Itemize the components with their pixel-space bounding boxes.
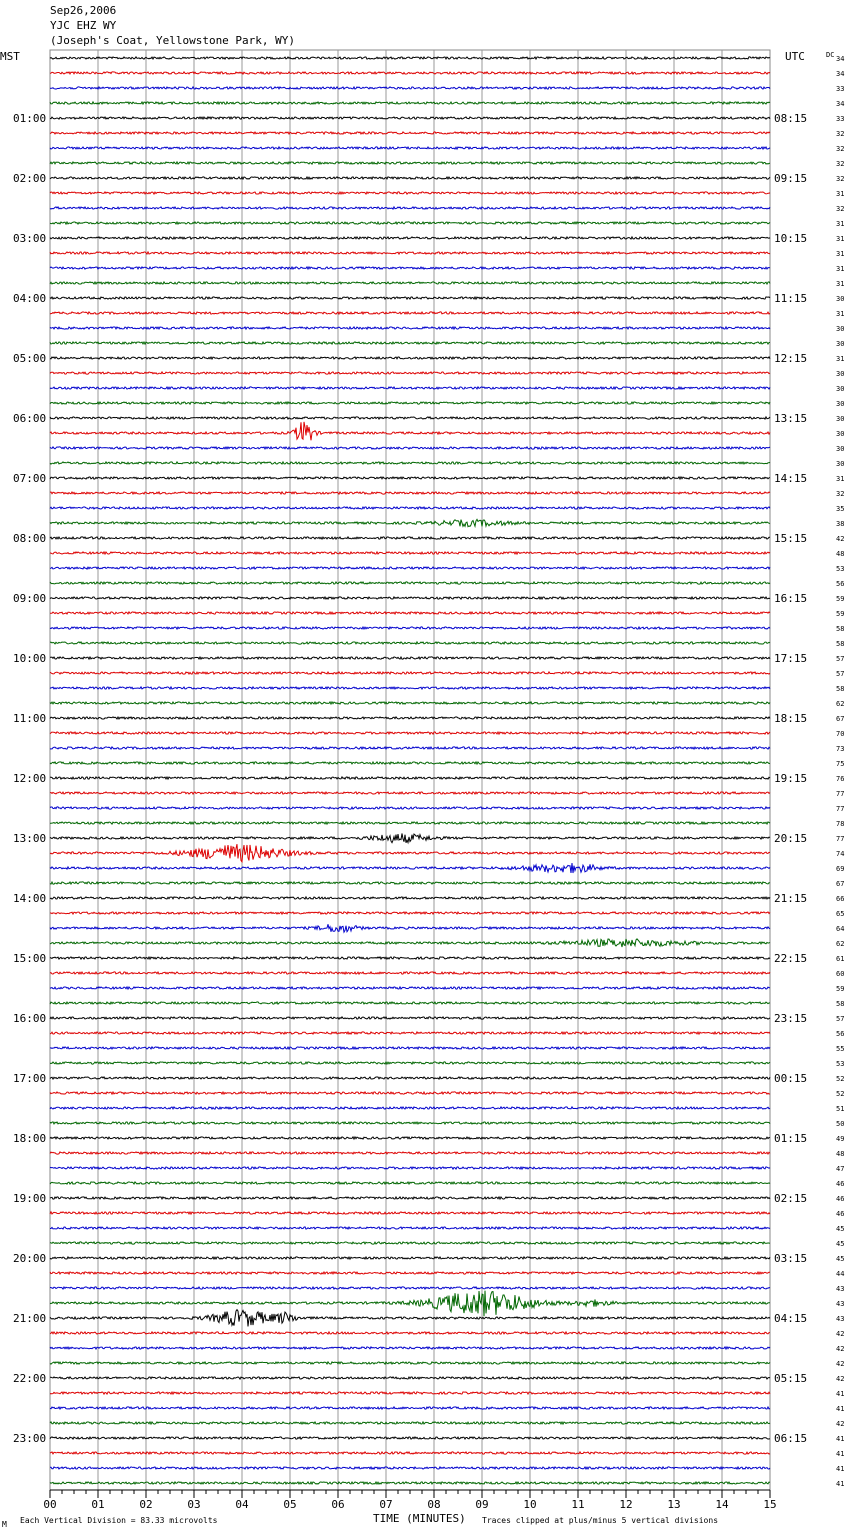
seismic-trace <box>50 1137 770 1139</box>
seismic-trace <box>50 312 770 314</box>
seismic-trace <box>50 897 770 899</box>
dc-offset-label: 31 <box>836 310 845 318</box>
right-hour-label: 22:15 <box>774 952 808 965</box>
dc-offset-label: 43 <box>836 1315 845 1323</box>
seismic-trace <box>50 402 770 404</box>
x-tick-label: 00 <box>43 1498 57 1511</box>
seismic-trace <box>50 1227 770 1229</box>
dc-offset-label: 69 <box>836 865 845 873</box>
seismic-trace <box>50 1287 770 1289</box>
seismic-trace <box>50 612 770 614</box>
x-tick-label: 05 <box>283 1498 297 1511</box>
left-hour-label: 18:00 <box>13 1132 47 1145</box>
seismic-trace <box>50 717 770 719</box>
seismic-trace <box>50 519 770 526</box>
seismic-trace <box>50 582 770 584</box>
right-hour-label: 01:15 <box>774 1132 808 1145</box>
x-tick-label: 15 <box>763 1498 777 1511</box>
dc-offset-label: 59 <box>836 610 845 618</box>
seismic-trace <box>50 1291 770 1317</box>
right-timezone-label: UTC <box>785 50 805 63</box>
seismic-trace <box>50 657 770 659</box>
x-tick-label: 13 <box>667 1498 681 1511</box>
dc-offset-label: 32 <box>836 130 845 138</box>
left-hour-label: 02:00 <box>13 172 47 185</box>
right-hour-label: 11:15 <box>774 292 808 305</box>
dc-offset-label: 52 <box>836 1090 845 1098</box>
seismic-trace <box>50 1077 770 1079</box>
seismic-trace <box>50 267 770 269</box>
right-hour-label: 00:15 <box>774 1072 808 1085</box>
seismic-trace <box>50 342 770 344</box>
left-hour-label: 20:00 <box>13 1252 47 1265</box>
seismic-trace <box>50 834 770 843</box>
seismic-trace <box>50 1062 770 1064</box>
clip-note: Traces clipped at plus/minus 5 vertical divisions <box>482 1516 719 1525</box>
dc-offset-label: 42 <box>836 1330 845 1338</box>
seismic-trace <box>50 462 770 464</box>
dc-column-label: DC <box>826 51 835 59</box>
scale-note: Each Vertical Division = 83.33 microvolts <box>20 1516 218 1525</box>
left-hour-label: 01:00 <box>13 112 47 125</box>
seismic-trace <box>50 1437 770 1439</box>
seismic-trace <box>50 1310 770 1327</box>
dc-offset-label: 35 <box>836 505 845 513</box>
dc-offset-label: 30 <box>836 400 845 408</box>
dc-offset-label: 66 <box>836 895 845 903</box>
seismic-trace <box>50 912 770 914</box>
seismic-trace <box>50 1047 770 1049</box>
x-tick-label: 01 <box>91 1498 105 1511</box>
left-hour-label: 13:00 <box>13 832 47 845</box>
right-hour-label: 14:15 <box>774 472 808 485</box>
seismic-trace <box>50 1377 770 1379</box>
left-hour-label: 23:00 <box>13 1432 47 1445</box>
seismic-trace <box>50 1362 770 1364</box>
dc-offset-label: 34 <box>836 100 845 108</box>
seismic-trace <box>50 1257 770 1259</box>
dc-offset-label: 30 <box>836 415 845 423</box>
dc-offset-label: 57 <box>836 670 845 678</box>
dc-offset-label: 67 <box>836 880 845 888</box>
seismic-trace <box>50 924 770 932</box>
right-hour-label: 15:15 <box>774 532 808 545</box>
x-tick-label: 14 <box>715 1498 729 1511</box>
right-hour-label: 04:15 <box>774 1312 808 1325</box>
dc-offset-label: 70 <box>836 730 845 738</box>
seismic-trace <box>50 972 770 974</box>
dc-offset-label: 57 <box>836 1015 845 1023</box>
dc-offset-label: 42 <box>836 1420 845 1428</box>
dc-offset-label: 52 <box>836 1075 845 1083</box>
dc-offset-label: 30 <box>836 445 845 453</box>
seismic-trace <box>50 642 770 644</box>
seismic-trace <box>50 1347 770 1349</box>
x-tick-label: 06 <box>331 1498 345 1511</box>
dc-offset-label: 43 <box>836 1285 845 1293</box>
dc-offset-label: 58 <box>836 640 845 648</box>
dc-offset-label: 60 <box>836 970 845 978</box>
dc-offset-label: 34 <box>836 55 845 63</box>
seismic-trace <box>50 732 770 734</box>
seismic-trace <box>50 747 770 749</box>
dc-offset-label: 31 <box>836 235 845 243</box>
dc-offset-label: 41 <box>836 1450 845 1458</box>
seismic-trace <box>50 1242 770 1244</box>
dc-offset-label: 41 <box>836 1390 845 1398</box>
dc-offset-label: 31 <box>836 475 845 483</box>
dc-offset-label: 75 <box>836 760 845 768</box>
dc-offset-label: 62 <box>836 700 845 708</box>
right-hour-label: 09:15 <box>774 172 808 185</box>
right-hour-label: 19:15 <box>774 772 808 785</box>
seismic-trace <box>50 672 770 674</box>
seismic-trace <box>50 192 770 194</box>
left-hour-label: 03:00 <box>13 232 47 245</box>
dc-offset-label: 42 <box>836 535 845 543</box>
left-hour-label: 09:00 <box>13 592 47 605</box>
left-hour-label: 11:00 <box>13 712 47 725</box>
dc-offset-label: 58 <box>836 625 845 633</box>
dc-offset-label: 31 <box>836 265 845 273</box>
seismic-trace <box>50 1122 770 1124</box>
seismic-trace <box>50 882 770 884</box>
seismic-trace <box>50 162 770 164</box>
dc-offset-label: 61 <box>836 955 845 963</box>
dc-offset-label: 32 <box>836 205 845 213</box>
left-hour-label: 22:00 <box>13 1372 47 1385</box>
seismic-trace <box>50 1392 770 1394</box>
right-hour-label: 02:15 <box>774 1192 808 1205</box>
seismic-trace <box>50 87 770 89</box>
dc-offset-label: 42 <box>836 1345 845 1353</box>
dc-offset-label: 32 <box>836 490 845 498</box>
left-hour-label: 12:00 <box>13 772 47 785</box>
dc-offset-label: 44 <box>836 1270 845 1278</box>
dc-offset-label: 31 <box>836 280 845 288</box>
x-tick-label: 02 <box>139 1498 153 1511</box>
seismic-trace <box>50 1107 770 1109</box>
dc-offset-label: 62 <box>836 940 845 948</box>
corner-mark: M <box>2 1520 7 1529</box>
dc-offset-label: 34 <box>836 70 845 78</box>
x-tick-label: 09 <box>475 1498 489 1511</box>
dc-offset-label: 57 <box>836 655 845 663</box>
dc-offset-label: 41 <box>836 1465 845 1473</box>
dc-offset-label: 30 <box>836 340 845 348</box>
seismic-trace <box>50 1032 770 1034</box>
seismic-trace <box>50 282 770 284</box>
seismic-trace <box>50 297 770 299</box>
seismic-trace <box>50 1092 770 1094</box>
left-hour-label: 19:00 <box>13 1192 47 1205</box>
seismic-trace <box>50 822 770 824</box>
left-hour-label: 04:00 <box>13 292 47 305</box>
seismic-trace <box>50 252 770 254</box>
seismic-trace <box>50 387 770 389</box>
dc-offset-label: 46 <box>836 1180 845 1188</box>
seismic-trace <box>50 417 770 419</box>
dc-offset-label: 53 <box>836 565 845 573</box>
dc-offset-label: 32 <box>836 175 845 183</box>
dc-offset-label: 77 <box>836 790 845 798</box>
seismic-trace <box>50 552 770 554</box>
right-hour-label: 17:15 <box>774 652 808 665</box>
right-hour-label: 20:15 <box>774 832 808 845</box>
dc-offset-label: 65 <box>836 910 845 918</box>
right-hour-label: 18:15 <box>774 712 808 725</box>
dc-offset-label: 45 <box>836 1240 845 1248</box>
dc-offset-label: 33 <box>836 85 845 93</box>
dc-offset-label: 41 <box>836 1480 845 1488</box>
x-tick-label: 04 <box>235 1498 249 1511</box>
left-hour-label: 15:00 <box>13 952 47 965</box>
dc-offset-label: 56 <box>836 580 845 588</box>
left-hour-label: 06:00 <box>13 412 47 425</box>
seismic-trace <box>50 1152 770 1154</box>
dc-offset-label: 73 <box>836 745 845 753</box>
dc-offset-label: 48 <box>836 1150 845 1158</box>
seismic-trace <box>50 777 770 779</box>
dc-offset-label: 38 <box>836 520 845 528</box>
seismic-trace <box>50 537 770 539</box>
seismic-trace <box>50 627 770 629</box>
dc-offset-label: 46 <box>836 1195 845 1203</box>
dc-offset-label: 42 <box>836 1360 845 1368</box>
dc-offset-label: 31 <box>836 190 845 198</box>
dc-offset-label: 77 <box>836 805 845 813</box>
dc-offset-label: 49 <box>836 1135 845 1143</box>
x-tick-label: 07 <box>379 1498 393 1511</box>
left-timezone-label: MST <box>0 50 20 63</box>
dc-offset-label: 30 <box>836 295 845 303</box>
left-hour-label: 14:00 <box>13 892 47 905</box>
dc-offset-label: 67 <box>836 715 845 723</box>
right-hour-label: 23:15 <box>774 1012 808 1025</box>
dc-offset-label: 30 <box>836 325 845 333</box>
dc-offset-label: 46 <box>836 1210 845 1218</box>
dc-offset-label: 42 <box>836 1375 845 1383</box>
seismic-trace <box>50 1467 770 1469</box>
right-hour-label: 16:15 <box>774 592 808 605</box>
left-hour-label: 05:00 <box>13 352 47 365</box>
right-hour-label: 12:15 <box>774 352 808 365</box>
dc-offset-label: 58 <box>836 1000 845 1008</box>
dc-offset-label: 53 <box>836 1060 845 1068</box>
seismic-trace <box>50 1332 770 1334</box>
left-hour-label: 10:00 <box>13 652 47 665</box>
dc-offset-label: 64 <box>836 925 845 933</box>
seismic-trace <box>50 792 770 794</box>
dc-offset-label: 50 <box>836 1120 845 1128</box>
right-hour-label: 05:15 <box>774 1372 808 1385</box>
dc-offset-label: 78 <box>836 820 845 828</box>
seismic-trace <box>50 1002 770 1004</box>
left-hour-label: 16:00 <box>13 1012 47 1025</box>
seismic-trace <box>50 957 770 959</box>
seismic-trace <box>50 132 770 134</box>
dc-offset-label: 32 <box>836 160 845 168</box>
seismic-trace <box>50 1422 770 1424</box>
right-hour-label: 13:15 <box>774 412 808 425</box>
dc-offset-label: 41 <box>836 1435 845 1443</box>
seismic-trace <box>50 492 770 494</box>
seismic-trace <box>50 844 770 862</box>
left-hour-label: 08:00 <box>13 532 47 545</box>
seismic-trace <box>50 447 770 449</box>
seismic-trace <box>50 567 770 569</box>
trace-group <box>50 57 770 1484</box>
seismic-trace <box>50 72 770 74</box>
dc-offset-label: 31 <box>836 355 845 363</box>
dc-offset-label: 48 <box>836 550 845 558</box>
right-hour-label: 10:15 <box>774 232 808 245</box>
dc-offset-label: 51 <box>836 1105 845 1113</box>
seismic-trace <box>50 327 770 329</box>
x-axis-title: TIME (MINUTES) <box>373 1512 466 1525</box>
dc-offset-label: 31 <box>836 220 845 228</box>
left-hour-label: 17:00 <box>13 1072 47 1085</box>
right-hour-label: 08:15 <box>774 112 808 125</box>
dc-offset-label: 76 <box>836 775 845 783</box>
dc-offset-label: 30 <box>836 385 845 393</box>
seismic-trace <box>50 1197 770 1199</box>
seismic-trace <box>50 1407 770 1409</box>
dc-offset-label: 74 <box>836 850 845 858</box>
dc-offset-label: 33 <box>836 115 845 123</box>
right-hour-label: 21:15 <box>774 892 808 905</box>
dc-offset-label: 43 <box>836 1300 845 1308</box>
seismic-trace <box>50 687 770 689</box>
dc-offset-label: 58 <box>836 685 845 693</box>
dc-offset-label: 59 <box>836 985 845 993</box>
seismic-trace <box>50 1212 770 1214</box>
station-code: YJC EHZ WY <box>50 19 117 32</box>
seismic-trace <box>50 477 770 479</box>
dc-offset-label: 41 <box>836 1405 845 1413</box>
seismic-trace <box>50 147 770 149</box>
seismic-trace <box>50 1182 770 1184</box>
seismic-trace <box>50 357 770 359</box>
label-group <box>13 55 844 1511</box>
seismic-trace <box>50 1482 770 1484</box>
seismic-trace <box>50 1167 770 1169</box>
seismic-trace <box>50 177 770 179</box>
seismic-trace <box>50 1272 770 1274</box>
x-tick-label: 03 <box>187 1498 201 1511</box>
seismic-trace <box>50 422 770 440</box>
seismic-trace <box>50 807 770 809</box>
dc-offset-label: 47 <box>836 1165 845 1173</box>
plot-date: Sep26,2006 <box>50 4 117 17</box>
seismic-trace <box>50 1452 770 1454</box>
seismic-trace <box>50 117 770 119</box>
station-location: (Joseph's Coat, Yellowstone Park, WY) <box>50 34 296 47</box>
seismic-trace <box>50 702 770 704</box>
seismic-trace <box>50 987 770 989</box>
seismic-trace <box>50 597 770 599</box>
seismic-trace <box>50 939 770 947</box>
seismic-trace <box>50 102 770 104</box>
dc-offset-label: 59 <box>836 595 845 603</box>
seismic-trace <box>50 372 770 374</box>
dc-offset-label: 56 <box>836 1030 845 1038</box>
right-hour-label: 03:15 <box>774 1252 808 1265</box>
seismic-trace <box>50 1017 770 1019</box>
seismic-trace <box>50 507 770 509</box>
x-tick-label: 12 <box>619 1498 633 1511</box>
seismic-trace <box>50 762 770 764</box>
dc-offset-label: 55 <box>836 1045 845 1053</box>
x-tick-label: 11 <box>571 1498 585 1511</box>
dc-offset-label: 30 <box>836 430 845 438</box>
seismic-trace <box>50 222 770 224</box>
seismic-trace <box>50 863 770 873</box>
x-tick-label: 08 <box>427 1498 441 1511</box>
right-hour-label: 06:15 <box>774 1432 808 1445</box>
dc-offset-label: 45 <box>836 1225 845 1233</box>
dc-offset-label: 32 <box>836 145 845 153</box>
dc-offset-label: 30 <box>836 460 845 468</box>
left-hour-label: 21:00 <box>13 1312 47 1325</box>
seismic-trace <box>50 57 770 59</box>
x-tick-label: 10 <box>523 1498 537 1511</box>
dc-offset-label: 45 <box>836 1255 845 1263</box>
seismic-trace <box>50 237 770 239</box>
left-hour-label: 07:00 <box>13 472 47 485</box>
seismic-trace <box>50 207 770 209</box>
dc-offset-label: 30 <box>836 370 845 378</box>
dc-offset-label: 31 <box>836 250 845 258</box>
dc-offset-label: 77 <box>836 835 845 843</box>
